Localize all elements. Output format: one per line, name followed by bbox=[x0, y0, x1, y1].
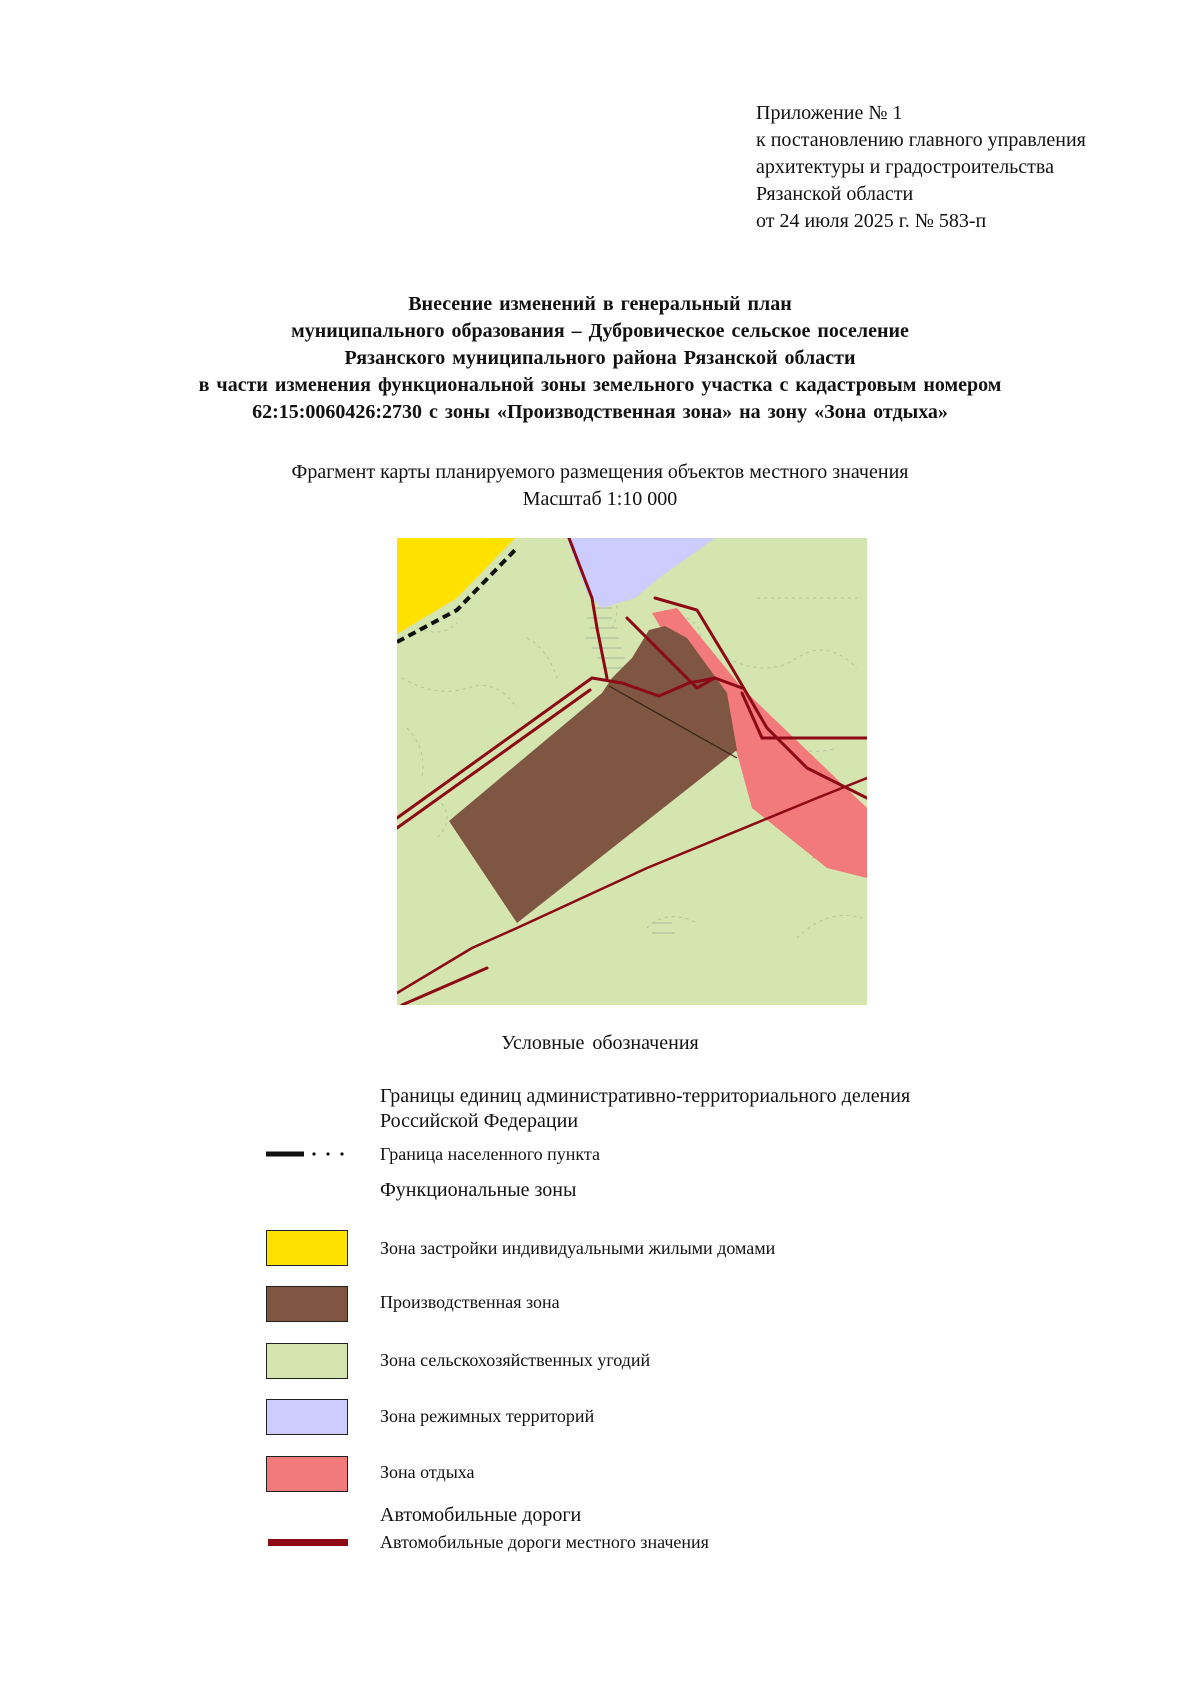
legend-settlement-border-label: Граница населенного пункта bbox=[380, 1144, 600, 1164]
local-road-legend-symbol bbox=[268, 1539, 348, 1546]
appendix-line: к постановлению главного управления bbox=[756, 129, 1086, 151]
appendix-line: от 24 июля 2025 г. № 583-п bbox=[756, 210, 987, 232]
legend-admin-heading bbox=[380, 1084, 910, 1134]
map-caption bbox=[130, 459, 1070, 513]
map-scale: Масштаб 1:10 000 bbox=[522, 488, 678, 510]
title-line: Рязанского муниципального района Рязанской области bbox=[344, 347, 856, 369]
legend-roads-heading: Автомобильные дороги bbox=[380, 1504, 582, 1526]
appendix-block bbox=[756, 100, 1086, 235]
legend-zone-label: Производственная зона bbox=[380, 1292, 560, 1312]
residential-zone-swatch bbox=[266, 1230, 348, 1266]
legend-zone-label: Зона сельскохозяйственных угодий bbox=[380, 1350, 651, 1370]
legend-zone-label: Зона застройки индивидуальными жилыми домами bbox=[380, 1238, 776, 1258]
settlement-border-legend-symbol bbox=[266, 1148, 348, 1160]
title-line: 62:15:0060426:2730 с зоны «Производственная зона» на зону «Зона отдыха» bbox=[252, 401, 948, 423]
restricted-zone-swatch bbox=[266, 1399, 348, 1435]
appendix-line: архитектуры и градостроительства bbox=[756, 156, 1054, 178]
title-line: в части изменения функциональной зоны земельного участка с кадастровым номером bbox=[198, 374, 1002, 396]
industrial-zone-swatch bbox=[266, 1286, 348, 1322]
legend-admin-heading-line: Границы единиц административно-территориального деления bbox=[380, 1085, 911, 1107]
map-fragment bbox=[397, 538, 867, 1005]
recreation-zone-swatch bbox=[266, 1456, 348, 1492]
legend-title: Условные обозначения bbox=[501, 1032, 699, 1054]
legend-zone-label: Зона режимных территорий bbox=[380, 1406, 595, 1426]
appendix-line: Приложение № 1 bbox=[756, 102, 903, 124]
legend-local-roads-label: Автомобильные дороги местного значения bbox=[380, 1532, 709, 1552]
document-title bbox=[130, 291, 1070, 426]
legend-zone-label: Зона отдыха bbox=[380, 1462, 475, 1482]
map-title: Фрагмент карты планируемого размещения объектов местного значения bbox=[291, 461, 909, 483]
title-line: Внесение изменений в генеральный план bbox=[408, 293, 792, 315]
appendix-line: Рязанской области bbox=[756, 183, 914, 205]
title-line: муниципального образования – Дубровическое сельское поселение bbox=[291, 320, 909, 342]
agricultural-zone-swatch bbox=[266, 1343, 348, 1379]
legend-zones-heading: Функциональные зоны bbox=[380, 1179, 577, 1201]
legend-admin-heading-line: Российской Федерации bbox=[380, 1110, 579, 1132]
